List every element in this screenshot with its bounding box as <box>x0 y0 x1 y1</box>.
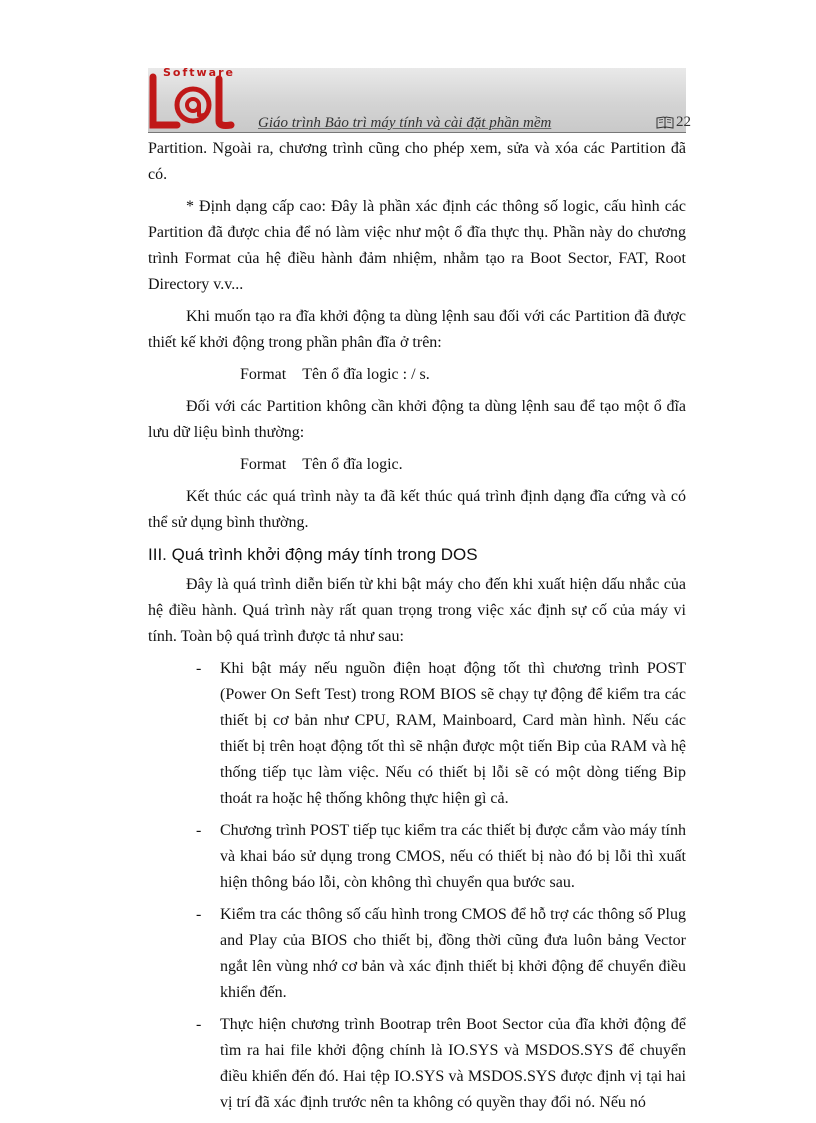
command-format-system <box>148 362 686 388</box>
list-item-text: Khi bật máy nếu nguồn điện hoạt động tốt thì chương trình POST (Power On Seft Test) trong ROM BIOS sẽ chạy tự động để kiểm tra các thiết bị cơ bản như CPU, RAM, Mainboard, Card màn hình. Nếu các thiết bị trên hoạt động tốt thì sẽ nhận được một tiến Bip của RAM và hệ thống tiếp tục làm việc. Nếu có thiết bị lỗi sẽ có một dòng tiếng Bip thoát ra hoặc hệ thống không thực hiện gì cả. <box>220 660 686 807</box>
list-item <box>148 1012 686 1116</box>
logo-text: Software <box>163 66 235 79</box>
section-heading: III. Quá trình khởi động máy tính trong DOS <box>148 545 478 564</box>
boot-steps-list <box>148 656 686 1116</box>
bullet-marker: - <box>196 1016 202 1033</box>
paragraph-high-level-format: * Định dạng cấp cao: Đây là phần xác định các thông số logic, cấu hình các Partition đã được chia để nó làm việc như một ổ đĩa thực thụ. Phần này do chương trình Format của hệ điều hành đảm nhiệm, nhằm tạo ra Boot Sector, FAT, Root Directory v.v... <box>148 198 686 293</box>
paragraph-format-conclusion: Kết thúc các quá trình này ta đã kết thúc quá trình định dạng đĩa cứng và có thể sử dụng bình thường. <box>148 488 686 531</box>
page-content <box>148 136 686 1122</box>
paragraph-boot-overview: Đây là quá trình diễn biến từ khi bật máy cho đến khi xuất hiện dấu nhắc của hệ điều hành. Quá trình này rất quan trọng trong việc xác định sự cố của máy vi tính. Toàn bộ quá trình được tả như sau: <box>148 576 686 645</box>
page-number: 22 <box>676 114 691 130</box>
list-item <box>148 902 686 1006</box>
bullet-marker: - <box>196 906 202 923</box>
command-argument: Tên ổ đĩa logic. <box>302 456 403 473</box>
page-number-group <box>656 114 691 131</box>
list-item <box>148 818 686 896</box>
list-item <box>148 656 686 812</box>
open-book-icon <box>656 116 674 129</box>
bullet-marker: - <box>196 660 202 677</box>
paragraph-partition-continued: Partition. Ngoài ra, chương trình cũng cho phép xem, sửa và xóa các Partition đã có. <box>148 140 686 183</box>
command-argument: Tên ổ đĩa logic : / s. <box>302 366 430 383</box>
command-keyword: Format <box>240 366 287 383</box>
list-item-text: Chương trình POST tiếp tục kiểm tra các thiết bị được cắm vào máy tính và khai báo sử dụng trong CMOS, nếu có thiết bị nào đó bị lỗi thì xuất hiện thông báo lỗi, còn không thì chuyển qua bước sau. <box>220 822 686 891</box>
command-format-data <box>148 452 686 478</box>
document-title: Giáo trình Bảo trì máy tính và cài đặt phần mềm <box>258 115 552 131</box>
paragraph-data-disk: Đối với các Partition không cần khởi động ta dùng lệnh sau để tạo một ổ đĩa lưu dữ liệu bình thường: <box>148 398 686 441</box>
list-item-text: Kiểm tra các thông số cấu hình trong CMOS để hỗ trợ các thông số Plug and Play của BIOS cho thiết bị, đồng thời cũng đưa luôn bảng Vector ngắt lên vùng nhớ cơ bản và xác định thiết bị khởi động để chuyển điều khiển đến. <box>220 906 686 1001</box>
paragraph-boot-disk: Khi muốn tạo ra đĩa khởi động ta dùng lệnh sau đối với các Partition đã được thiết kế khởi động trong phần phân đĩa ở trên: <box>148 308 686 351</box>
bullet-marker: - <box>196 822 202 839</box>
command-keyword: Format <box>240 456 287 473</box>
list-item-text: Thực hiện chương trình Bootrap trên Boot Sector của đĩa khởi động để tìm ra hai file khởi động chính là IO.SYS và MSDOS.SYS để chuyển điều khiển đến đó. Hai tệp IO.SYS và MSDOS.SYS được định vị tại hai vị trí đã xác định trước nên ta không có quyền thay đổi nó. Nếu nó <box>220 1016 686 1111</box>
